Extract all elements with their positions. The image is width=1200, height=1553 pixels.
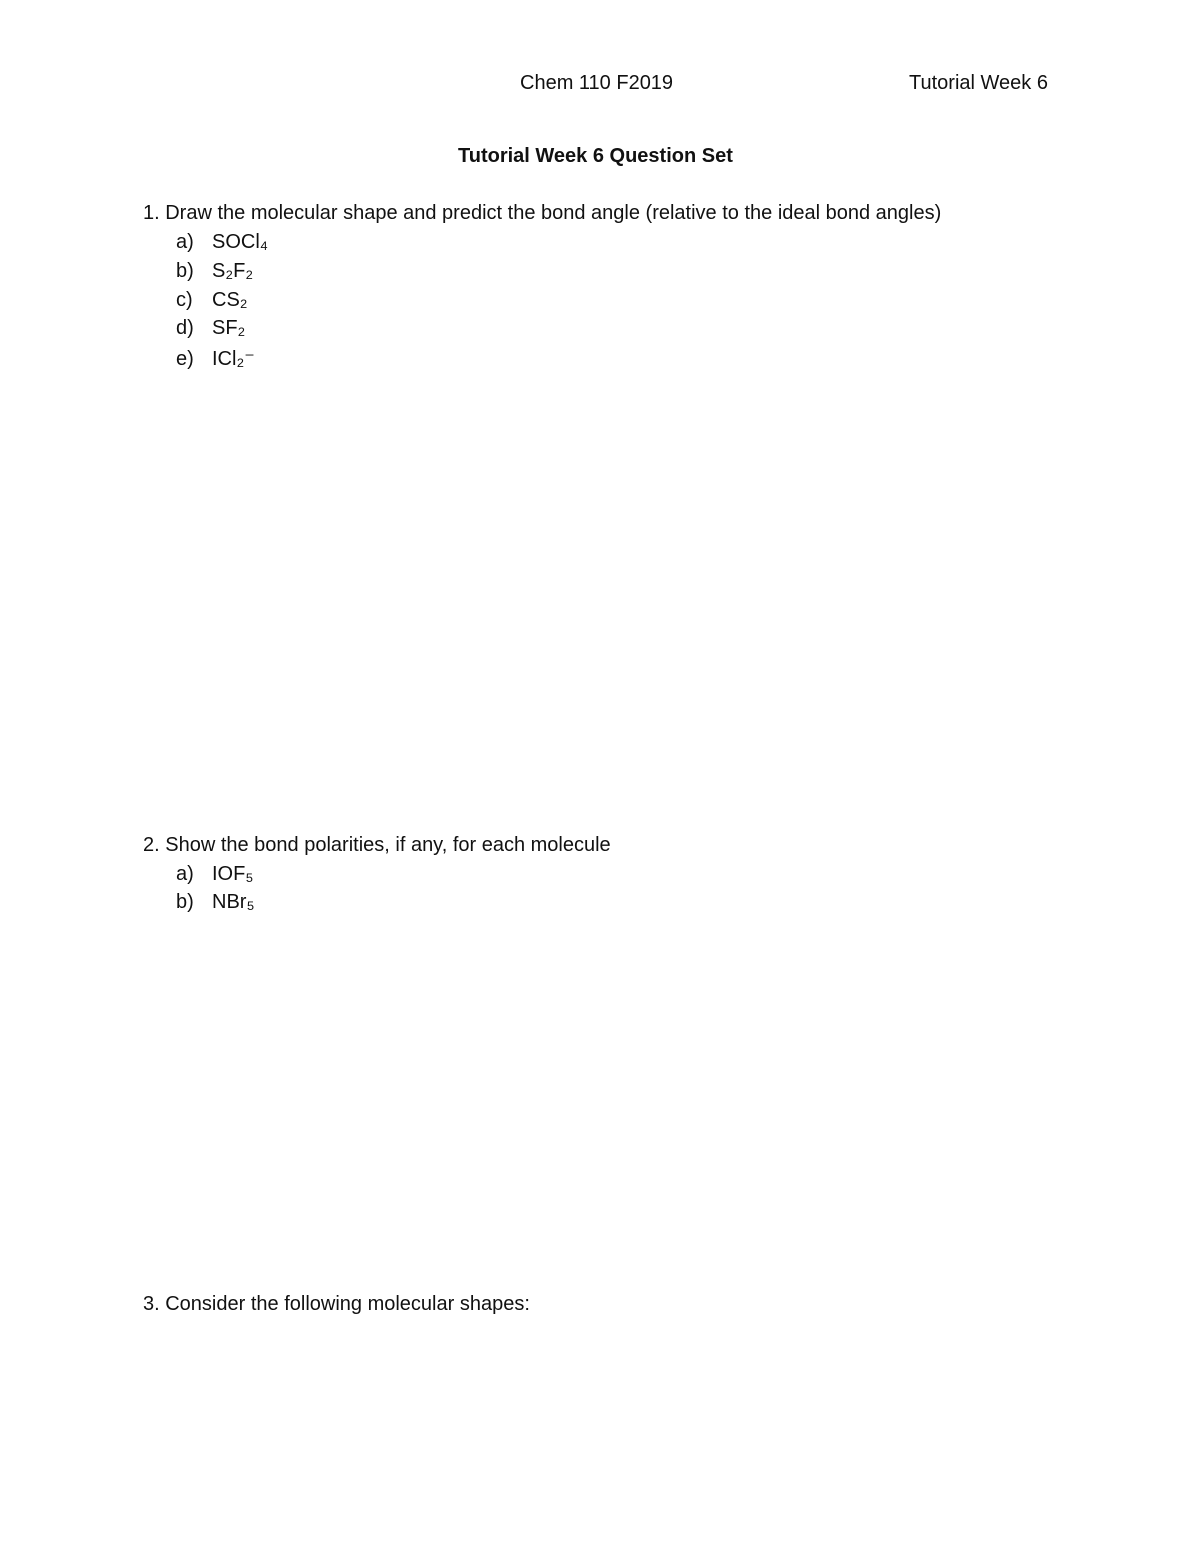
- page-title: Tutorial Week 6 Question Set: [458, 145, 733, 167]
- item-label: e): [176, 348, 194, 370]
- item-formula: S₂F₂: [212, 260, 254, 282]
- question-1-text: 1. Draw the molecular shape and predict the bond angle (relative to the ideal bond angles): [143, 202, 942, 224]
- header-week: Tutorial Week 6: [909, 72, 1048, 94]
- question-3-text: 3. Consider the following molecular shapes:: [143, 1293, 530, 1315]
- list-item: [176, 317, 245, 340]
- item-label: a): [176, 863, 194, 885]
- item-formula: NBr₅: [212, 891, 255, 913]
- item-formula: ICl₂⁻: [212, 348, 255, 370]
- item-formula: SOCl₄: [212, 231, 268, 253]
- list-item: [176, 260, 253, 283]
- list-item: [176, 346, 255, 371]
- list-item: [176, 891, 255, 914]
- header-course: Chem 110 F2019: [520, 72, 674, 94]
- item-label: b): [176, 891, 194, 913]
- item-label: a): [176, 231, 194, 253]
- item-formula: SF₂: [212, 317, 246, 339]
- item-label: d): [176, 317, 194, 339]
- item-label: c): [176, 289, 193, 311]
- question-2-text: 2. Show the bond polarities, if any, for each molecule: [143, 834, 611, 856]
- item-formula: IOF₅: [212, 863, 254, 885]
- item-formula: CS₂: [212, 289, 248, 311]
- list-item: [176, 289, 248, 312]
- item-label: b): [176, 260, 194, 282]
- list-item: [176, 863, 253, 886]
- list-item: [176, 231, 268, 254]
